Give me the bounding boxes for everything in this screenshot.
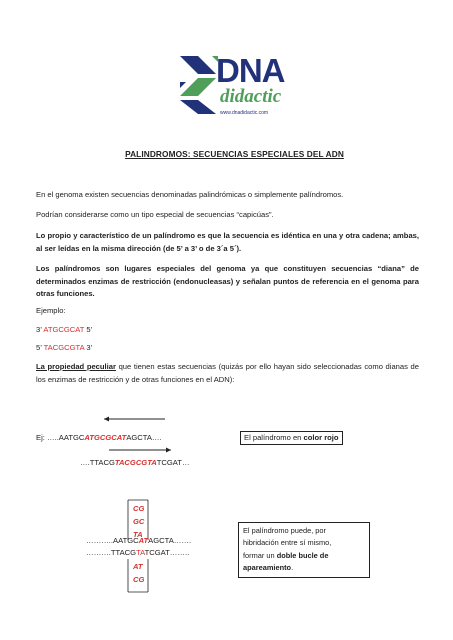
hairpin-pair: AT: [133, 562, 143, 571]
palindrome-color-box: El palíndromo en color rojo: [240, 431, 343, 445]
ej-bottom-strand: ….TTACGTACGCGTATCGAT…: [80, 458, 190, 467]
page-title: PALINDROMOS: SECUENCIAS ESPECIALES DEL ADN: [125, 149, 344, 159]
paragraph-targets: Los palíndromos son lugares especiales del genoma ya que constituyen secuencias “diana” de determinados enzimas de restricción (endonucleasas) y señalan puntos de referencia en el genoma para otras funciones.: [36, 264, 419, 299]
paragraph-definition: Lo propio y característico de un palíndromo es que la secuencia es idéntica en una y otra cadena; ambas, al ser leídas en la misma dirección (de 5’ a 3’ o de 3´a 5´).: [36, 231, 419, 253]
hairpin-pair: CG: [133, 575, 145, 584]
palindrome-red: TA: [136, 548, 145, 557]
logo-sub-word: didactic: [220, 86, 282, 107]
palindrome-red: TACGCGTA: [114, 458, 157, 467]
property-heading: La propiedad peculiar: [36, 362, 116, 371]
palindrome-red: AT: [138, 536, 149, 545]
hairpin-down: [133, 560, 144, 586]
paragraph-capicuas: Podrían considerarse como un tipo especial de secuencias “capicúas”.: [36, 210, 274, 219]
hairpin-pair: TA: [133, 530, 143, 539]
hairpin-top-strand: ………..AATGCATAGCTA…….: [86, 536, 192, 545]
example-line-2: 5’ TACGCGTA 3’: [36, 343, 93, 352]
sequence-red: ATGCGCAT: [43, 325, 85, 334]
example-line-1: 3’ ATGCGCAT 5’: [36, 325, 93, 334]
ej-top-strand: Ej: …..AATGCATGCGCATAGCTA….: [36, 433, 162, 442]
logo-brand-word: DNA: [216, 52, 285, 89]
sequence-red: TACGCGTA: [43, 343, 85, 352]
hairpin-note-box: El palíndromo puede, por hibridación entre sí mismo, formar un doble bucle de apareamiento.: [238, 522, 370, 578]
example-label: Ejemplo:: [36, 306, 66, 315]
paragraph-property: La propiedad peculiar que tienen estas secuencias (quizás por ello hayan sido seleccionadas como dianas de los enzimas de restricción y de otras funciones en el ADN):: [36, 362, 419, 384]
logo-url: www.dnadidactic.com: [220, 110, 269, 116]
hairpin-pair: GC: [133, 517, 145, 526]
paragraph-intro: En el genoma existen secuencias denominadas palindrómicas o simplemente palíndromos.: [36, 190, 344, 199]
hairpin-pair: CG: [133, 504, 145, 513]
hairpin-bottom-strand: ……….TTACGTATCGAT……..: [86, 548, 190, 557]
palindrome-red: ATGCGCAT: [84, 433, 127, 442]
